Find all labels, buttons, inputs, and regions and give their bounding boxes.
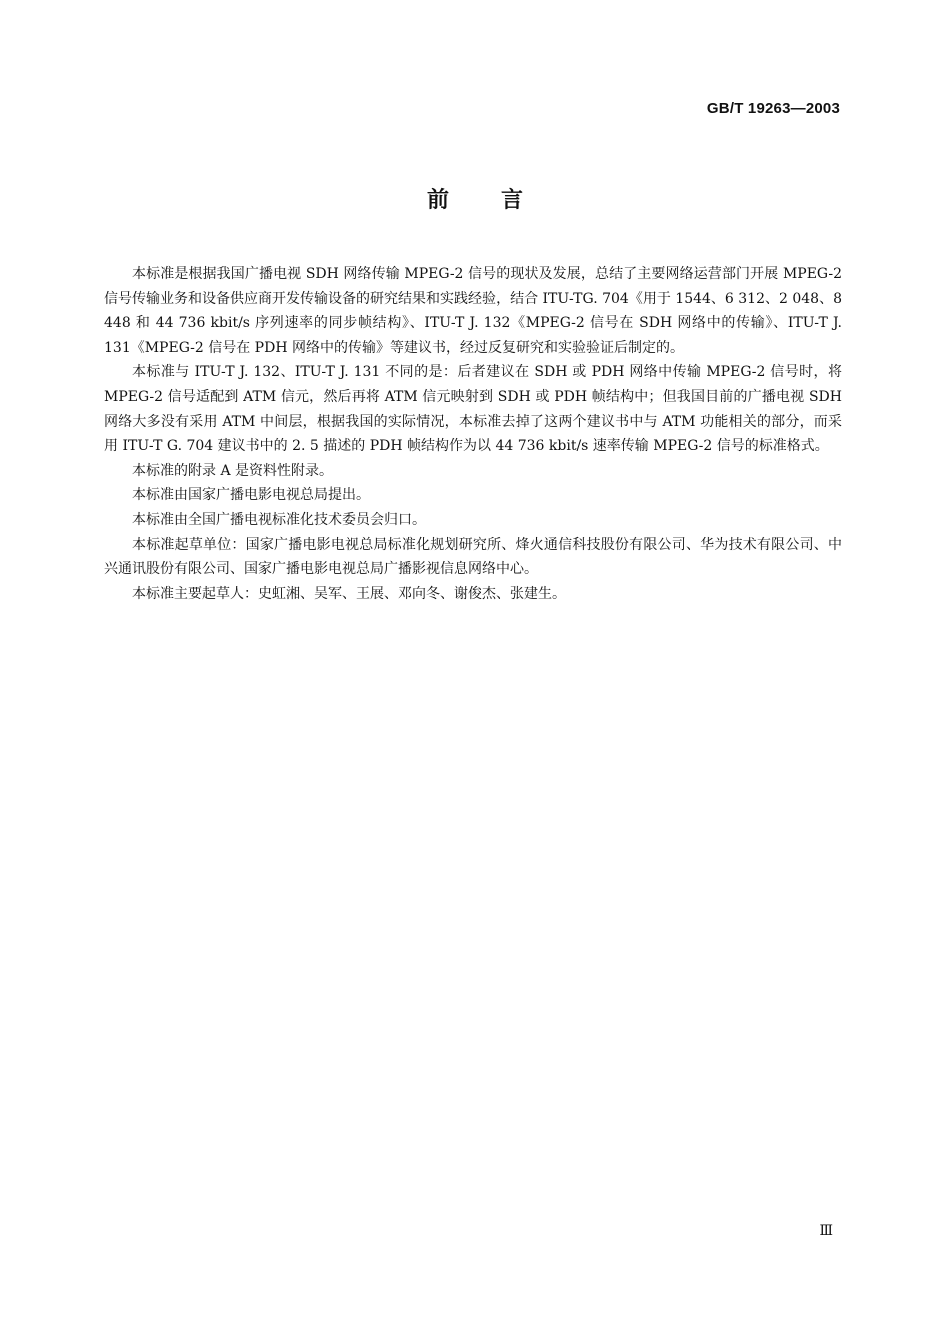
paragraph-differences: 本标准与 ITU-T J. 132、ITU-T J. 131 不同的是：后者建议在 SDH 或 PDH 网络中传输 MPEG-2 信号时，将 MPEG-2 信号适配到 ATM 信元，然后再将 ATM 信元映射到 SDH 或 PDH 帧结构中；但我国目前的广播电视 SDH 网络大多没有采用 ATM 中间层，根据我国的实际情况，本标准去掉了这两个建议书中与 ATM 功能相关的部分，而采用 ITU-T G. 704 建议书中的 2. 5 描述的 PDH 帧结构作为以 44 736 kbit/s 速率传输 MPEG-2 信号的标准格式。 bbox=[104, 364, 842, 455]
foreword-body bbox=[104, 262, 842, 606]
paragraph-drafting-units: 本标准起草单位：国家广播电影电视总局标准化规划研究所、烽火通信科技股份有限公司、华为技术有限公司、中兴通讯股份有限公司、国家广播电影电视总局广播影视信息网络中心。 bbox=[104, 536, 842, 578]
paragraph-proposer: 本标准由国家广播电影电视总局提出。 bbox=[132, 487, 370, 504]
paragraph-drafters: 本标准主要起草人：史虹湘、吴军、王展、邓向冬、谢俊杰、张建生。 bbox=[132, 585, 566, 602]
paragraph-basis: 本标准是根据我国广播电视 SDH 网络传输 MPEG-2 信号的现状及发展，总结了主要网络运营部门开展 MPEG-2 信号传输业务和设备供应商开发传输设备的研究结果和实践经验，结合 ITU-TG. 704《用于 1544、6 312、2 048、8 448 和 44 736 kbit/s 序列速率的同步帧结构》、ITU-T J. 132《MPEG-2 信号在 SDH 网络中的传输》、ITU-T J. 131《MPEG-2 信号在 PDH 网络中的传输》等建议书，经过反复研究和实验验证后制定的。 bbox=[104, 266, 842, 356]
paragraph-appendix: 本标准的附录 A 是资料性附录。 bbox=[132, 462, 334, 479]
page-number: Ⅲ bbox=[819, 1223, 833, 1239]
page-title: 前言 bbox=[426, 188, 575, 213]
standard-number: GB/T 19263—2003 bbox=[706, 100, 840, 117]
paragraph-centralized: 本标准由全国广播电视标准化技术委员会归口。 bbox=[132, 511, 426, 528]
